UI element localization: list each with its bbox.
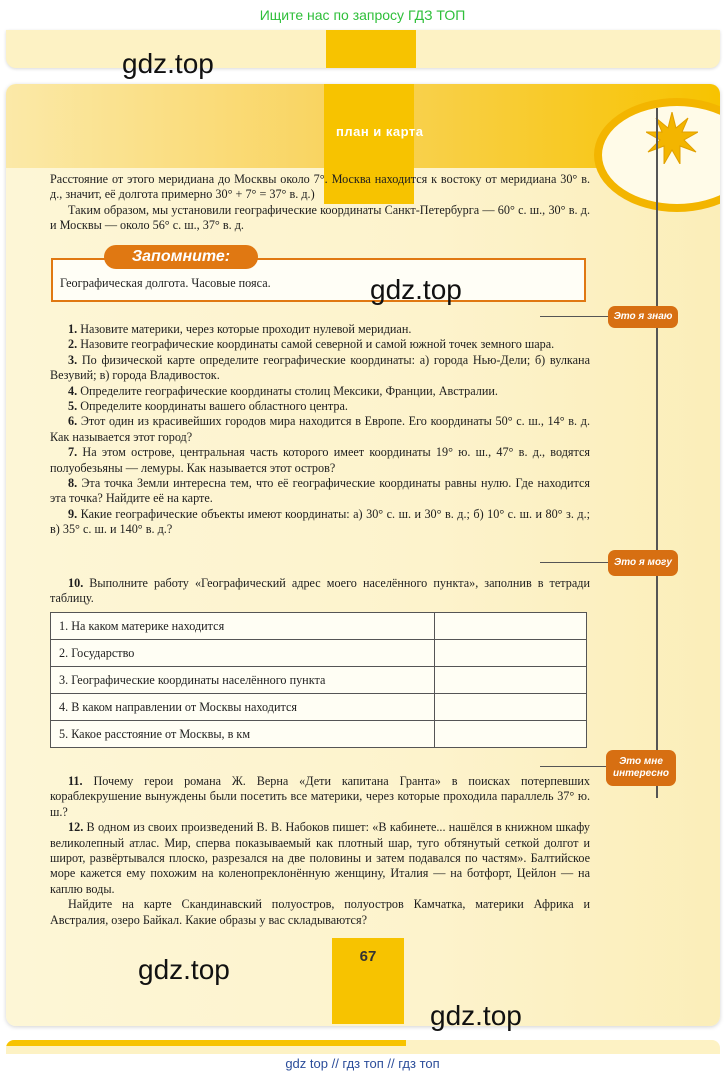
question-item [50,576,590,607]
margin-timeline [656,108,658,798]
watermark: gdz.top [122,48,214,79]
answer-cell [435,667,587,694]
watermark: gdz.top [430,1000,522,1031]
table-row [51,721,587,748]
address-table [50,612,587,748]
question-number: 1. [68,322,78,336]
question-item [50,353,590,384]
question-item [50,476,590,507]
question-number: 6. [68,414,78,429]
label-connector [540,766,610,767]
question-item [50,399,590,414]
question-text: Какие географические объекты имеют координаты: а) 30° с. ш. и 30° в. д.; б) 10° с. ш. и 80° з. д.; в) 35° с. ш. и 140° в. д.? [50,506,591,537]
questions-11-12 [50,774,590,928]
questions-list [50,322,590,538]
intro-paragraph: Таким образом, мы установили географические координаты Санкт-Петербурга — 60° с. ш., 30° в. д. и Москвы — около 56° с. ш., 37° в. д. [50,202,590,233]
question-text: По физической карте определите географические координаты: а) города Нью-Дели; б) вулкана Везувий; в) города Владивосток. [50,352,590,383]
side-label-i-can: Это я могу [608,550,678,576]
question-text: Определите географические координаты столиц Мексики, Франции, Австралии. [80,383,498,398]
question-number: 12. [68,820,84,835]
question-text: Эта точка Земли интересна тем, что её географические координаты равны нулю. Где находится эта точка? Найдите её на карте. [50,476,591,506]
question-text: Выполните работу «Географический адрес моего населённого пункта», заполнив в тетради таблицу. [50,576,590,606]
question-text: На этом острове, центральная часть которого имеет координаты 19° ю. ш., 47° в. д., водятся полуобезьяны — лемуры. Как называется этот остров? [50,445,591,475]
answer-cell [435,694,587,721]
label-connector [540,316,610,317]
answer-cell [435,721,587,748]
remember-title: Запомните: [104,245,258,269]
next-page-yellow-bar [6,1040,406,1046]
question-item [50,384,590,399]
question-item [50,445,590,476]
question-text: Этот один из красивейших городов мира находится в Европе. Его координаты 50° с. ш., 14° в. д. Как называется этот город? [50,414,590,444]
remember-text: Географическая долгота. Часовые пояса. [60,276,271,290]
question-10 [50,576,590,607]
question-number: 4. [68,383,78,398]
question-text: Определите координаты вашего областного центра. [80,399,348,414]
question-number: 11. [68,774,83,788]
header-title: план и карта [336,124,424,139]
previous-page-yellow-bar [326,30,416,68]
answer-cell [435,613,587,640]
answer-cell [435,640,587,667]
question-number: 9. [68,506,78,521]
next-page-edge [6,1040,720,1054]
question-text: Почему герои романа Ж. Верна «Дети капитана Гранта» в поисках потерпевших кораблекрушение вынуждены были посетить все материки, через которые проходила параллель 37° ю. ш.? [50,774,591,819]
label-connector [540,562,610,563]
table-cell: 3. Географические координаты населённого пункта [51,667,435,694]
watermark: gdz.top [138,954,230,985]
question-item [50,774,590,820]
table-row [51,694,587,721]
table-cell: 2. Государство [51,640,435,667]
question-number: 2. [68,337,78,352]
sun-icon [646,112,698,164]
side-label-interesting: Это мне интересно [606,750,676,786]
question-text: Назовите материки, через которые проходит нулевой меридиан. [80,322,412,336]
intro-text [50,172,590,234]
question-text: В одном из своих произведений В. В. Набоков пишет: «В кабинете... нашёлся в книжном шкафу великолепный атлас. Мир, сперва показываемый как плотный шар, туго обтянутый сеткой долгот и широт, развёртывался плоско, разрезался на две половины и затем подавался по частям». Балтийское море кажется ему похожим на коленопреклонённую женщину, Италия — на ботфорт, Цейлон — на каплю воды. [50,820,591,896]
watermark: gdz.top [370,274,462,305]
question-number: 10. [68,576,84,590]
table-cell: 4. В каком направлении от Москвы находится [51,694,435,721]
question-number: 3. [68,352,78,367]
question-item [50,337,590,352]
question-item [50,820,590,897]
question-text: Назовите географические координаты самой северной и самой южной точек земного шара. [80,337,555,352]
footer-links[interactable]: gdz top // гдз топ // гдз топ [285,1056,440,1071]
table-cell: 1. На каком материке находится [51,613,435,640]
question-number: 5. [68,399,78,414]
table-row [51,613,587,640]
question-item [50,322,590,337]
question-number: 7. [68,445,78,460]
question-item [50,414,590,445]
final-task: Найдите на карте Скандинавский полуостров, полуостров Камчатка, материки Африка и Австралия, озеро Байкал. Какие образы у вас складываются? [50,897,590,927]
page-number: 67 [359,948,377,965]
question-number: 8. [68,476,78,491]
question-item [50,507,590,538]
top-banner[interactable]: Ищите нас по запросу ГДЗ ТОП [259,7,466,23]
previous-page-edge [6,30,720,68]
side-label-i-know: Это я знаю [608,306,678,328]
intro-paragraph: Расстояние от этого меридиана до Москвы около 7°. Москва находится к востоку от меридиана 30° в. д., значит, её долгота примерно 30° + 7° = 37° в. д.) [50,172,590,202]
table-row [51,640,587,667]
table-row [51,667,587,694]
table-cell: 5. Какое расстояние от Москвы, в км [51,721,435,748]
